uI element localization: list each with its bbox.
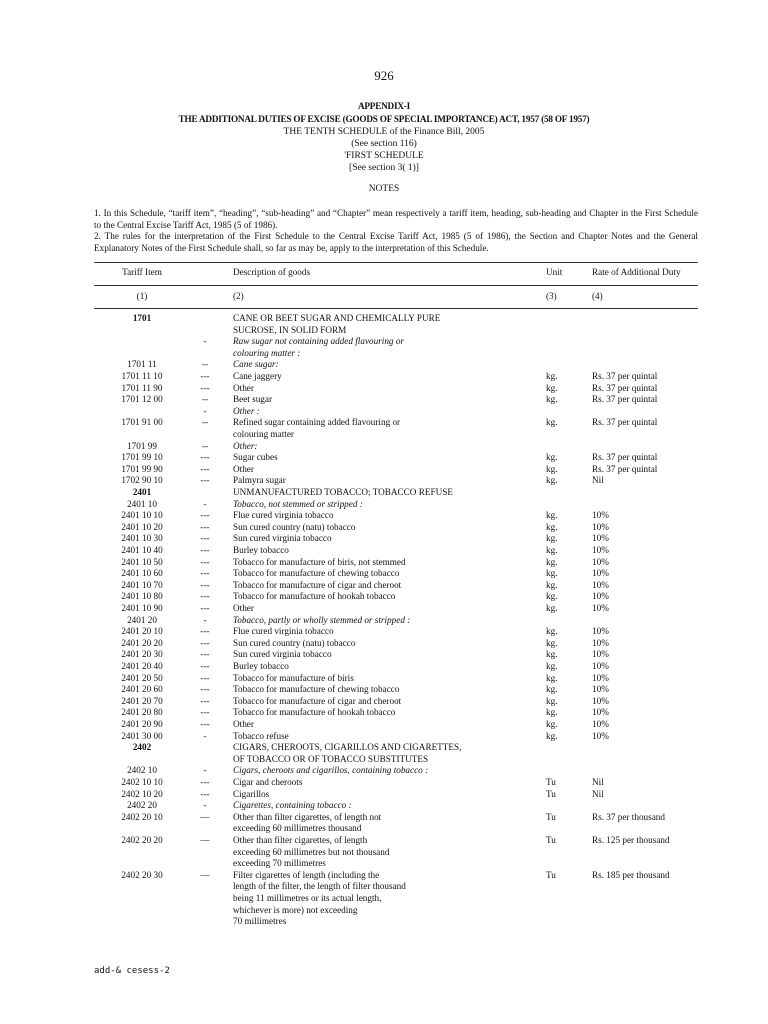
rate-cell: Rs. 37 per quintal [592, 452, 658, 463]
tariff-item-cell: 2402 20 10 [121, 811, 163, 822]
tariff-item-cell: 1701 99 10 [121, 452, 163, 463]
see-section-line: (See section 116) [351, 139, 417, 149]
description-cell: Burley tobacco [233, 661, 289, 671]
unit-cell: kg. [546, 556, 558, 567]
description-cell: Flue cured virginia tobacco [233, 626, 334, 637]
description-cell: Beet sugar [233, 394, 273, 405]
tariff-item-cell: 2401 20 70 [121, 695, 163, 706]
tariff-item-cell: 2402 10 10 [121, 777, 163, 787]
table-top-rule [94, 262, 698, 263]
rate-cell: 10% [592, 695, 609, 706]
page-number: 926 [374, 68, 394, 83]
table-row [0, 788, 768, 800]
description-cell: Tobacco for manufacture of chewing tobacco [233, 684, 400, 695]
description-cell: exceeding 70 millimetres [233, 858, 326, 869]
table-row [0, 335, 768, 347]
description-cell: Cane sugar: [233, 359, 279, 370]
description-cell: exceeding 60 millimetres but not thousand [233, 846, 390, 857]
unit-cell: kg. [546, 417, 558, 428]
rate-cell: Nil [592, 475, 604, 486]
unit-cell: kg. [546, 626, 558, 637]
level-dash-cell: --- [200, 672, 210, 683]
rate-cell: 10% [592, 556, 609, 567]
rate-cell: 10% [592, 637, 609, 648]
table-row [0, 741, 768, 753]
description-cell: Sun cured virginia tobacco [233, 533, 332, 544]
level-dash-cell: --- [200, 661, 210, 671]
rate-cell: 10% [592, 661, 609, 671]
rate-cell: 10% [592, 707, 609, 718]
footer-text: add-& cesess-2 [94, 966, 170, 976]
unit-cell: kg. [546, 533, 558, 544]
tariff-item-cell: 1701 11 90 [121, 382, 163, 393]
col-number-2: (2) [233, 291, 244, 301]
tariff-item-cell: 2401 [132, 487, 152, 497]
unit-cell: kg. [546, 521, 558, 532]
description-cell: Tobacco, partly or wholly stemmed or stripped : [233, 614, 411, 625]
table-row [0, 428, 768, 440]
schedule-line: THE TENTH SCHEDULE of the Finance Bill, 2005 [283, 127, 485, 137]
description-cell: OF TOBACCO OR OF TOBACCO SUBSTITUTES [233, 753, 429, 764]
tariff-item-cell: 2401 20 10 [121, 626, 163, 637]
table-row [0, 358, 768, 370]
table-row [0, 532, 768, 544]
unit-cell: kg. [546, 382, 558, 393]
rate-cell: 10% [592, 719, 609, 729]
description-cell: Sugar cubes [233, 452, 278, 463]
tariff-item-cell: 2402 20 [127, 800, 157, 811]
notes-heading: NOTES [368, 184, 400, 194]
level-dash-cell: --- [200, 568, 210, 579]
description-cell: being 11 millimetres or its actual length, [233, 893, 382, 903]
header-divider-rule [94, 285, 698, 286]
table-row [0, 324, 768, 336]
rate-cell: 10% [592, 672, 609, 683]
tariff-item-cell: 2401 10 30 [121, 533, 163, 544]
table-row [0, 474, 768, 486]
rate-cell: 10% [592, 626, 609, 637]
tariff-item-cell: 2401 10 40 [121, 545, 163, 555]
level-dash-cell: --- [200, 463, 210, 474]
tariff-item-cell: 2401 10 [127, 498, 157, 509]
tariff-item-cell: 2401 10 50 [121, 556, 163, 567]
level-dash-cell: --- [200, 695, 210, 706]
table-row [0, 695, 768, 707]
table-row [0, 730, 768, 742]
table-row [0, 614, 768, 626]
table-row [0, 590, 768, 602]
rate-cell: Nil [592, 788, 604, 799]
table-row [0, 440, 768, 452]
rate-cell: 10% [592, 591, 609, 602]
tariff-item-cell: 2401 20 30 [121, 649, 163, 660]
unit-cell: kg. [546, 475, 558, 486]
rate-cell: Rs. 125 per thousand [592, 835, 670, 845]
tariff-item-cell: 2402 20 20 [121, 835, 163, 845]
unit-cell: kg. [546, 730, 558, 741]
level-dash-cell: --- [200, 719, 210, 729]
tariff-item-cell: 1701 91 00 [121, 417, 163, 428]
table-row [0, 799, 768, 811]
description-cell: SUCROSE, IN SOLID FORM [233, 324, 347, 335]
unit-cell: Tu [546, 811, 556, 822]
note-1: 1. In this Schedule, “tariff item”, “heading”, “sub-heading” and “Chapter” mean respectively a tariff item, heading, sub-heading and Chapter in the First Schedule to the Central Excise Tariff Act, 1985 (5 of 1986). [94, 208, 698, 230]
rate-cell: Rs. 37 per quintal [592, 394, 658, 405]
description-cell: Cigar and cheroots [233, 777, 303, 787]
table-row [0, 556, 768, 568]
description-cell: Tobacco for manufacture of hookah tobacco [233, 707, 396, 718]
table-row [0, 498, 768, 510]
table-row [0, 486, 768, 498]
table-row [0, 672, 768, 684]
unit-cell: kg. [546, 463, 558, 474]
unit-cell: kg. [546, 591, 558, 602]
tariff-item-cell: 2402 10 20 [121, 788, 163, 799]
level-dash-cell: --- [200, 510, 210, 521]
unit-cell: kg. [546, 661, 558, 671]
rate-cell: 10% [592, 521, 609, 532]
description-cell: CIGARS, CHEROOTS, CIGARILLOS AND CIGARETTES, [233, 742, 462, 753]
level-dash-cell: --- [200, 603, 210, 613]
table-row [0, 463, 768, 475]
tariff-item-cell: 2402 20 30 [121, 869, 163, 880]
tariff-item-cell: 2401 10 70 [121, 579, 163, 590]
description-cell: Other [233, 382, 254, 393]
rate-cell: 10% [592, 730, 609, 741]
header-description: Description of goods [233, 267, 311, 277]
level-dash-cell: --- [200, 684, 210, 695]
level-dash-cell: --- [200, 452, 210, 463]
table-row [0, 602, 768, 614]
description-cell: Tobacco for manufacture of biris [233, 672, 354, 683]
description-cell: Other : [233, 405, 260, 416]
description-cell: Sun cured country (natu) tobacco [233, 521, 356, 532]
table-row [0, 416, 768, 428]
tariff-item-cell: 1701 12 00 [121, 394, 163, 405]
description-cell: Flue cured virginia tobacco [233, 510, 334, 521]
table-row [0, 834, 768, 846]
table-row [0, 451, 768, 463]
level-dash-cell: - [203, 498, 207, 509]
level-dash-cell: -- [201, 394, 209, 405]
level-dash-cell: - [203, 336, 207, 347]
tariff-item-cell: 2401 20 20 [121, 637, 163, 648]
level-dash-cell: --- [200, 591, 210, 602]
table-row [0, 312, 768, 324]
table-row [0, 393, 768, 405]
tariff-item-cell: 2401 10 80 [121, 591, 163, 602]
header-unit: Unit [546, 267, 563, 277]
unit-cell: Tu [546, 835, 556, 845]
level-dash-cell: - [203, 800, 207, 811]
rate-cell: 10% [592, 545, 609, 555]
table-row [0, 579, 768, 591]
rate-cell: 10% [592, 649, 609, 660]
col-number-3: (3) [546, 291, 557, 301]
table-row [0, 811, 768, 823]
tariff-item-cell: 1701 99 90 [121, 463, 163, 474]
description-cell: Other [233, 603, 254, 613]
header-tariff-item: Tariff Item [122, 267, 162, 277]
description-cell: Other: [233, 440, 258, 451]
tariff-item-cell: 2401 10 20 [121, 521, 163, 532]
col-number-1: (1) [136, 291, 148, 301]
level-dash-cell: — [200, 811, 210, 822]
level-dash-cell: - [203, 614, 207, 625]
unit-cell: Tu [546, 777, 556, 787]
level-dash-cell: - [203, 405, 207, 416]
description-cell: Tobacco for manufacture of hookah tobacco [233, 591, 396, 602]
unit-cell: kg. [546, 695, 558, 706]
table-row [0, 637, 768, 649]
description-cell: Refined sugar containing added flavouring or [233, 417, 401, 428]
table-header-row [0, 266, 768, 278]
description-cell: Tobacco for manufacture of biris, not stemmed [233, 556, 406, 567]
description-cell: Filter cigarettes of length (including the [233, 869, 380, 880]
tariff-item-cell: 2402 [132, 742, 152, 753]
description-cell: Tobacco for manufacture of cigar and cheroot [233, 579, 402, 590]
description-cell: Cigarillos [233, 788, 270, 799]
description-cell: Other [233, 463, 254, 474]
level-dash-cell: - [203, 730, 207, 741]
level-dash-cell: --- [200, 707, 210, 718]
level-dash-cell: --- [200, 788, 210, 799]
description-cell: whichever is more) not exceeding [233, 904, 358, 915]
first-schedule-line: 'FIRST SCHEDULE [344, 151, 424, 161]
tariff-item-cell: 2401 20 40 [121, 661, 163, 671]
tariff-item-cell: 1701 99 [127, 440, 157, 451]
unit-cell: kg. [546, 672, 558, 683]
level-dash-cell: --- [200, 475, 210, 486]
table-row [0, 382, 768, 394]
rate-cell: 10% [592, 568, 609, 579]
level-dash-cell: — [200, 835, 210, 845]
table-row [0, 683, 768, 695]
table-row [0, 892, 768, 904]
description-cell: Other [233, 719, 254, 729]
rate-cell: 10% [592, 533, 609, 544]
tariff-item-cell: 1702 90 10 [121, 475, 163, 486]
rate-cell: Rs. 37 per thousand [592, 811, 665, 822]
header-rate: Rate of Additional Duty [592, 267, 681, 277]
table-row [0, 405, 768, 417]
rate-cell: Rs. 37 per quintal [592, 371, 658, 381]
description-cell: CANE OR BEET SUGAR AND CHEMICALLY PURE [233, 313, 441, 323]
table-row [0, 764, 768, 776]
tariff-item-cell: 2401 20 60 [121, 684, 163, 695]
description-cell: Sun cured country (natu) tobacco [233, 637, 356, 648]
table-row [0, 869, 768, 881]
description-cell: UNMANUFACTURED TOBACCO; TOBACCO REFUSE [233, 487, 453, 497]
level-dash-cell: --- [200, 579, 210, 590]
unit-cell: kg. [546, 719, 558, 729]
level-dash-cell: --- [200, 382, 210, 393]
table-row [0, 718, 768, 730]
column-number-row [0, 290, 768, 302]
level-dash-cell: - [203, 765, 207, 776]
level-dash-cell: --- [200, 637, 210, 648]
unit-cell: kg. [546, 394, 558, 405]
tariff-item-cell: 2401 10 10 [121, 510, 163, 521]
note-2: 2. The rules for the interpretation of the First Schedule to the Central Excise Tariff Act, 1985 (5 of 1986), the Section and Chapter Notes and the General Explanatory Notes of the First Schedule shall, so far as may be, apply to the interpretation of this Schedule. [94, 231, 698, 253]
col-number-4: (4) [592, 291, 603, 301]
tariff-item-cell: 2402 10 [127, 765, 157, 776]
table-row [0, 915, 768, 927]
unit-cell: kg. [546, 371, 558, 381]
table-row [0, 904, 768, 916]
description-cell: Cigars, cheroots and cigarillos, containing tobacco : [233, 765, 429, 776]
level-dash-cell: --- [200, 521, 210, 532]
unit-cell: kg. [546, 637, 558, 648]
rate-cell: Rs. 185 per thousand [592, 869, 670, 880]
see-section-3-line: [See section 3( 1)] [349, 163, 419, 173]
description-cell: Cigarettes, containing tobacco : [233, 800, 352, 811]
unit-cell: kg. [546, 684, 558, 695]
rate-cell: 10% [592, 603, 609, 613]
level-dash-cell: --- [200, 649, 210, 660]
level-dash-cell: --- [200, 626, 210, 637]
tariff-item-cell: 2401 20 80 [121, 707, 163, 718]
tariff-item-cell: 2401 20 [127, 614, 157, 625]
table-row [0, 846, 768, 858]
level-dash-cell: --- [200, 533, 210, 544]
unit-cell: kg. [546, 707, 558, 718]
unit-cell: kg. [546, 649, 558, 660]
tariff-item-cell: 1701 [132, 313, 152, 323]
table-row [0, 880, 768, 892]
table-row [0, 347, 768, 359]
table-row [0, 567, 768, 579]
unit-cell: kg. [546, 579, 558, 590]
unit-cell: Tu [546, 869, 556, 880]
description-cell: colouring matter [233, 429, 294, 439]
table-row [0, 660, 768, 672]
table-row [0, 625, 768, 637]
table-row [0, 706, 768, 718]
rate-cell: 10% [592, 579, 609, 590]
table-row [0, 776, 768, 788]
tariff-item-cell: 1701 11 10 [121, 371, 163, 381]
unit-cell: kg. [546, 452, 558, 463]
tariff-item-cell: 2401 10 60 [121, 568, 163, 579]
description-cell: Palmyra sugar [233, 475, 286, 486]
rate-cell: Rs. 37 per quintal [592, 463, 658, 474]
tariff-item-cell: 1701 11 [127, 359, 157, 370]
rate-cell: Rs. 37 per quintal [592, 417, 658, 428]
description-cell: 70 millimetres [233, 916, 287, 927]
table-row [0, 822, 768, 834]
unit-cell: kg. [546, 568, 558, 579]
description-cell: Other than filter cigarettes, of length [233, 835, 368, 845]
table-row [0, 753, 768, 765]
rate-cell: Rs. 37 per quintal [592, 382, 658, 393]
description-cell: Tobacco for manufacture of cigar and cheroot [233, 695, 402, 706]
tariff-item-cell: 2401 30 00 [121, 730, 163, 741]
unit-cell: kg. [546, 545, 558, 555]
description-cell: Tobacco for manufacture of chewing tobacco [233, 568, 400, 579]
description-cell: length of the filter, the length of filter thousand [233, 881, 406, 892]
table-row [0, 370, 768, 382]
unit-cell: kg. [546, 603, 558, 613]
tariff-item-cell: 2401 20 90 [121, 719, 163, 729]
description-cell: Tobacco refuse [233, 730, 289, 741]
level-dash-cell: --- [200, 545, 210, 555]
table-row [0, 857, 768, 869]
tariff-item-cell: 2401 10 90 [121, 603, 163, 613]
level-dash-cell: --- [200, 777, 210, 787]
level-dash-cell: — [200, 869, 210, 880]
description-cell: Sun cured virginia tobacco [233, 649, 332, 660]
tariff-item-cell: 2401 20 50 [121, 672, 163, 683]
unit-cell: kg. [546, 510, 558, 521]
level-dash-cell: -- [201, 359, 209, 370]
table-row [0, 544, 768, 556]
act-title: THE ADDITIONAL DUTIES OF EXCISE (GOODS OF SPECIAL IMPORTANCE) ACT, 1957 (58 OF 1957) [178, 114, 590, 124]
rate-cell: 10% [592, 510, 609, 521]
description-cell: Tobacco, not stemmed or stripped : [233, 498, 363, 509]
level-dash-cell: -- [201, 440, 209, 451]
table-row [0, 521, 768, 533]
table-body-rule [94, 308, 698, 309]
description-cell: exceeding 60 millimetres thousand [233, 823, 362, 834]
rate-cell: 10% [592, 684, 609, 695]
level-dash-cell: --- [200, 371, 210, 381]
description-cell: Other than filter cigarettes, of length not [233, 811, 382, 822]
level-dash-cell: --- [200, 556, 210, 567]
table-row [0, 648, 768, 660]
rate-cell: Nil [592, 777, 604, 787]
unit-cell: Tu [546, 788, 556, 799]
level-dash-cell: -- [201, 417, 209, 428]
description-cell: colouring matter : [233, 347, 301, 358]
description-cell: Raw sugar not containing added flavouring or [233, 336, 404, 347]
description-cell: Burley tobacco [233, 545, 289, 555]
table-row [0, 509, 768, 521]
description-cell: Cane jaggery [233, 371, 282, 381]
appendix-heading: APPENDIX-I [357, 101, 411, 111]
